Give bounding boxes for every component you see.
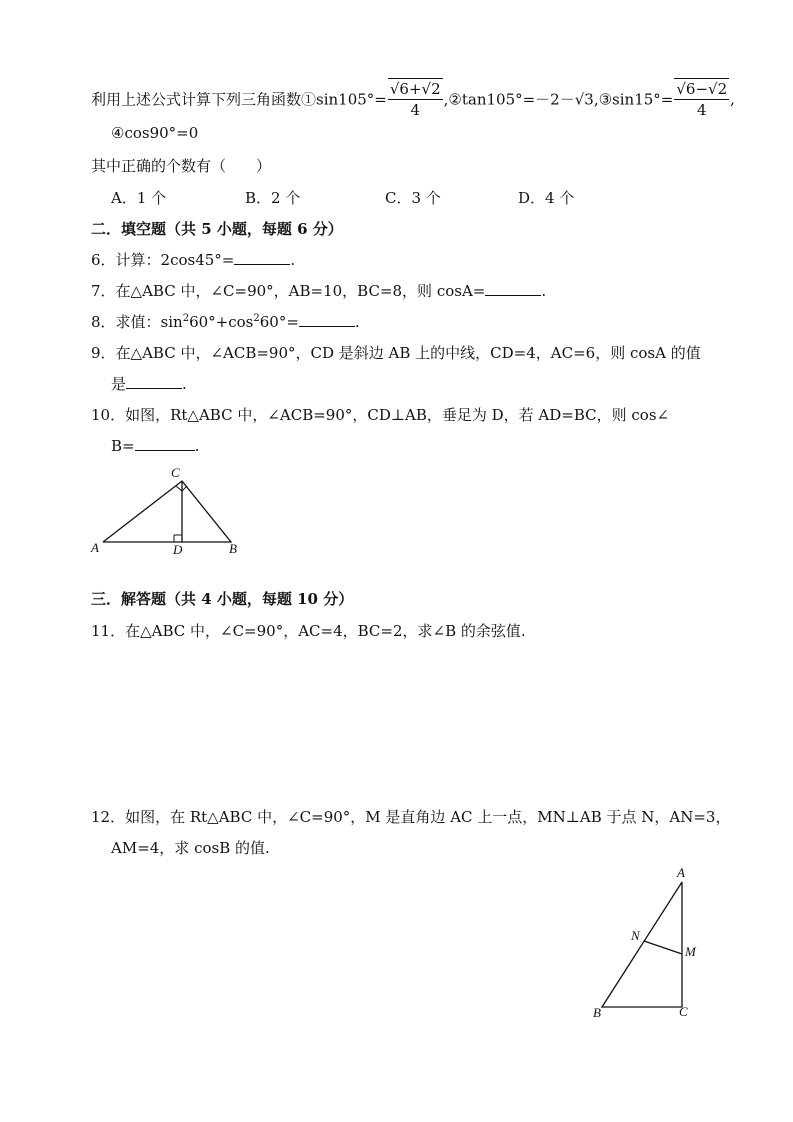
q7 [91, 280, 546, 301]
q10-figure-label-d: D [173, 542, 183, 557]
q9-line2-text: 是 [111, 375, 127, 393]
q10-end: . [194, 437, 200, 455]
q10-figure-right-angle-d [174, 535, 182, 542]
q12-figure-label-m: M [685, 944, 696, 959]
q5-option-c[interactable]: C．3 个 [385, 189, 441, 207]
q5-line1 [91, 78, 735, 120]
q5-fraction-2-denominator: 4 [696, 101, 707, 119]
q10-figure-label-c: C [171, 465, 180, 480]
q10-answer-blank[interactable] [135, 436, 195, 451]
q10-line2 [111, 436, 199, 455]
q12-figure-label-b: B [593, 1005, 601, 1020]
q12-figure-triangle [602, 882, 682, 1007]
q8-answer-blank[interactable] [299, 312, 355, 327]
q10-figure [88, 462, 248, 562]
q5-option-d[interactable]: D．4 个 [518, 189, 575, 207]
q5-fraction-2-numerator: √6−√2 [676, 80, 728, 98]
q5-item4: ④cos90°=0 [111, 124, 199, 142]
q11: 11．在△ABC 中，∠C=90°，AC=4，BC=2，求∠B 的余弦值. [91, 622, 526, 640]
q10-figure-label-b: B [229, 541, 237, 556]
q5-intro: 利用上述公式计算下列三角函数①sin105°= [91, 90, 387, 109]
q8-superscript-1: 2 [182, 313, 190, 324]
q5-item-end: , [730, 90, 735, 108]
q9-end: . [182, 375, 187, 393]
section-2-title: 二．填空题（共 5 小题，每题 6 分） [91, 220, 343, 238]
q12-figure [588, 862, 718, 1022]
q10-line2-text: B= [111, 437, 135, 455]
section-3-title: 三．解答题（共 4 小题，每题 10 分） [91, 590, 354, 608]
q10-figure-label-a: A [91, 540, 99, 555]
q8-prefix: 8．求值：sin [91, 313, 183, 331]
q8-end: . [354, 313, 360, 331]
q7-answer-blank[interactable] [485, 281, 541, 296]
q6-end: . [290, 251, 296, 269]
q8-mid: 60°+cos [189, 313, 254, 331]
q9-answer-blank[interactable] [126, 374, 182, 389]
q8-tail: 60°= [259, 313, 299, 331]
q8-superscript-2: 2 [253, 313, 260, 324]
q5-fraction-1-denominator: 4 [410, 101, 421, 119]
q7-text: 7．在△ABC 中，∠C=90°，AB=10，BC=8，则 cosA= [91, 282, 486, 300]
q8 [91, 311, 360, 332]
q5-option-a[interactable]: A．1 个 [111, 189, 167, 207]
q6-text: 6．计算：2cos45°= [91, 251, 235, 269]
q6-answer-blank[interactable] [234, 250, 290, 265]
q10-line1: 10．如图，Rt△ABC 中，∠ACB=90°，CD⊥AB，垂足为 D，若 AD=BC，则 cos∠ [91, 406, 670, 424]
q5-fraction-2 [674, 78, 729, 120]
q5-fraction-1-numerator: √6+√2 [389, 80, 441, 98]
q5-fraction-1 [388, 78, 443, 120]
q5-option-b[interactable]: B．2 个 [245, 189, 301, 207]
q9-line2 [111, 373, 187, 394]
q12-figure-label-c: C [679, 1004, 688, 1019]
q12-line2: AM=4，求 cosB 的值. [111, 839, 270, 857]
q12-figure-segment-mn [644, 941, 682, 954]
q9-line1: 9．在△ABC 中，∠ACB=90°，CD 是斜边 AB 上的中线，CD=4，AC=6，则 cosA 的值 [91, 344, 701, 362]
q7-end: . [541, 282, 547, 300]
q5-item2: ,②tan105°=－2－√3,③sin15°= [443, 90, 674, 109]
q12-line1: 12．如图，在 Rt△ABC 中，∠C=90°，M 是直角边 AC 上一点，MN⊥AB 于点 N，AN=3， [91, 808, 731, 826]
q12-figure-label-a: A [677, 865, 685, 880]
q6 [91, 249, 295, 270]
q10-figure-triangle [103, 481, 231, 542]
q5-question: 其中正确的个数有（ ） [91, 157, 272, 175]
q12-figure-label-n: N [631, 928, 640, 943]
